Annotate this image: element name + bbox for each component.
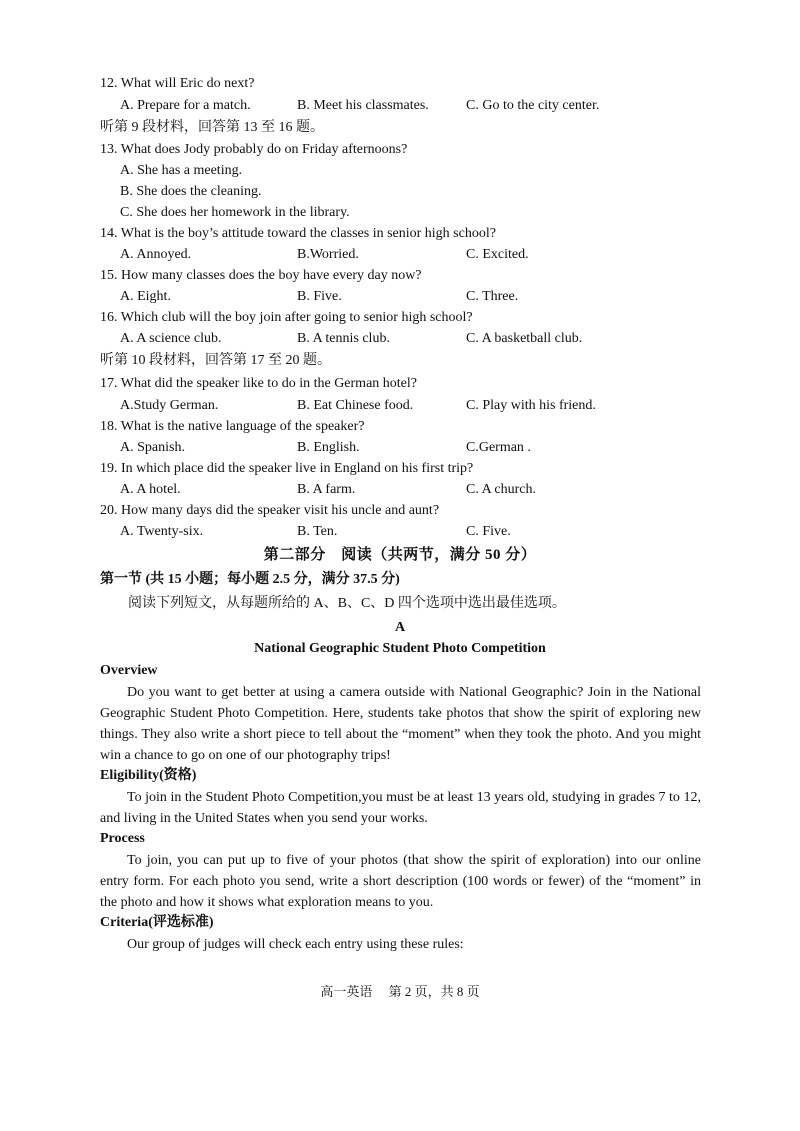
passage-title: National Geographic Student Photo Competition (254, 641, 546, 656)
question-19 (100, 459, 473, 479)
option-c: C. She does her homework in the library. (120, 205, 350, 220)
question-number: 18. (100, 419, 118, 434)
instruction-passage-10: 听第 10 段材料，回答第 17 至 20 题。 (100, 353, 331, 368)
instruction-passage-9: 听第 9 段材料，回答第 13 至 16 题。 (100, 120, 324, 135)
option-b: B. A tennis club. (297, 331, 390, 346)
question-stem: What did the speaker like to do in the German hotel? (120, 376, 417, 391)
part-title: 第二部分 阅读（共两节，满分 50 分） (263, 547, 537, 563)
question-stem: What is the boy’s attitude toward the classes in senior high school? (120, 226, 496, 241)
option-b: B. Ten. (297, 524, 338, 539)
question-number: 16. (100, 310, 118, 325)
option-c: C.German . (466, 440, 531, 455)
option-a: A.Study German. (120, 398, 219, 413)
question-number: 19. (100, 461, 118, 476)
option-a: A. Eight. (120, 289, 171, 304)
criteria-paragraph: Our group of judges will check each entry using these rules: (127, 937, 464, 952)
question-number: 13. (100, 142, 118, 157)
question-12 (100, 74, 254, 94)
section-heading: 第一节 (共 15 小题；每小题 2.5 分，满分 37.5 分) (100, 572, 400, 587)
question-13 (100, 140, 407, 160)
option-a: A. She has a meeting. (120, 163, 243, 178)
option-a: A. A science club. (120, 331, 222, 346)
question-number: 12. (100, 76, 118, 91)
option-a: A. Prepare for a match. (120, 98, 251, 113)
question-stem: Which club will the boy join after going to senior high school? (120, 310, 473, 325)
question-number: 20. (100, 503, 118, 518)
process-paragraph: To join, you can put up to five of your photos (that show the spirit of exploration) into our online entry form. For each photo you send, write a short description (100 words or fewer) of the “moment” in the photo and how it shows what exploration means to you. (100, 853, 701, 910)
option-c: C. Play with his friend. (466, 398, 596, 413)
option-b: B. Meet his classmates. (297, 98, 429, 113)
option-b: B. Eat Chinese food. (297, 398, 414, 413)
process-heading: Process (100, 831, 145, 846)
option-c: C. Go to the city center. (466, 98, 600, 113)
option-b: B. Five. (297, 289, 342, 304)
criteria-heading: Criteria(评选标准) (100, 915, 214, 930)
question-number: 14. (100, 226, 118, 241)
overview-heading: Overview (100, 663, 158, 678)
question-18 (100, 417, 364, 437)
section-directions: 阅读下列短文，从每题所给的 A、B、C、D 四个选项中选出最佳选项。 (128, 596, 566, 611)
option-a: A. A hotel. (120, 482, 181, 497)
option-c: C. A basketball club. (466, 331, 583, 346)
option-c: C. Five. (466, 524, 511, 539)
option-b: B. A farm. (297, 482, 356, 497)
question-17 (100, 374, 417, 394)
question-stem: How many days did the speaker visit his uncle and aunt? (121, 503, 440, 518)
page-footer: 高一英语 第 2 页，共 8 页 (320, 984, 480, 999)
question-20 (100, 501, 439, 521)
question-stem: How many classes does the boy have every day now? (121, 268, 422, 283)
eligibility-heading: Eligibility(资格) (100, 768, 197, 783)
question-number: 17. (100, 376, 118, 391)
question-15 (100, 266, 422, 286)
option-a: A. Annoyed. (120, 247, 192, 262)
option-b: B.Worried. (297, 247, 359, 262)
eligibility-paragraph: To join in the Student Photo Competition,you must be at least 13 years old, studying in grades 7 to 12, and living in the United States when you send your works. (100, 790, 701, 826)
option-b: B. She does the cleaning. (120, 184, 262, 199)
question-stem: What does Jody probably do on Friday afternoons? (120, 142, 408, 157)
question-16 (100, 308, 473, 328)
option-a: A. Twenty-six. (120, 524, 204, 539)
passage-label: A (394, 620, 406, 635)
option-a: A. Spanish. (120, 440, 185, 455)
overview-paragraph: Do you want to get better at using a camera outside with National Geographic? Join in the National Geographic Student Photo Competition. Here, students take photos that show the spirit of exploring new things. They also write a short piece to tell about the “moment” when they took the photo. And you might win a chance to go on one of our photography trips! (100, 685, 701, 763)
option-b: B. English. (297, 440, 360, 455)
question-14 (100, 224, 496, 244)
question-stem: What will Eric do next? (120, 76, 255, 91)
question-stem: What is the native language of the speaker? (120, 419, 365, 434)
option-c: C. Excited. (466, 247, 529, 262)
option-c: C. Three. (466, 289, 519, 304)
option-c: C. A church. (466, 482, 536, 497)
question-number: 15. (100, 268, 118, 283)
question-stem: In which place did the speaker live in England on his first trip? (121, 461, 474, 476)
